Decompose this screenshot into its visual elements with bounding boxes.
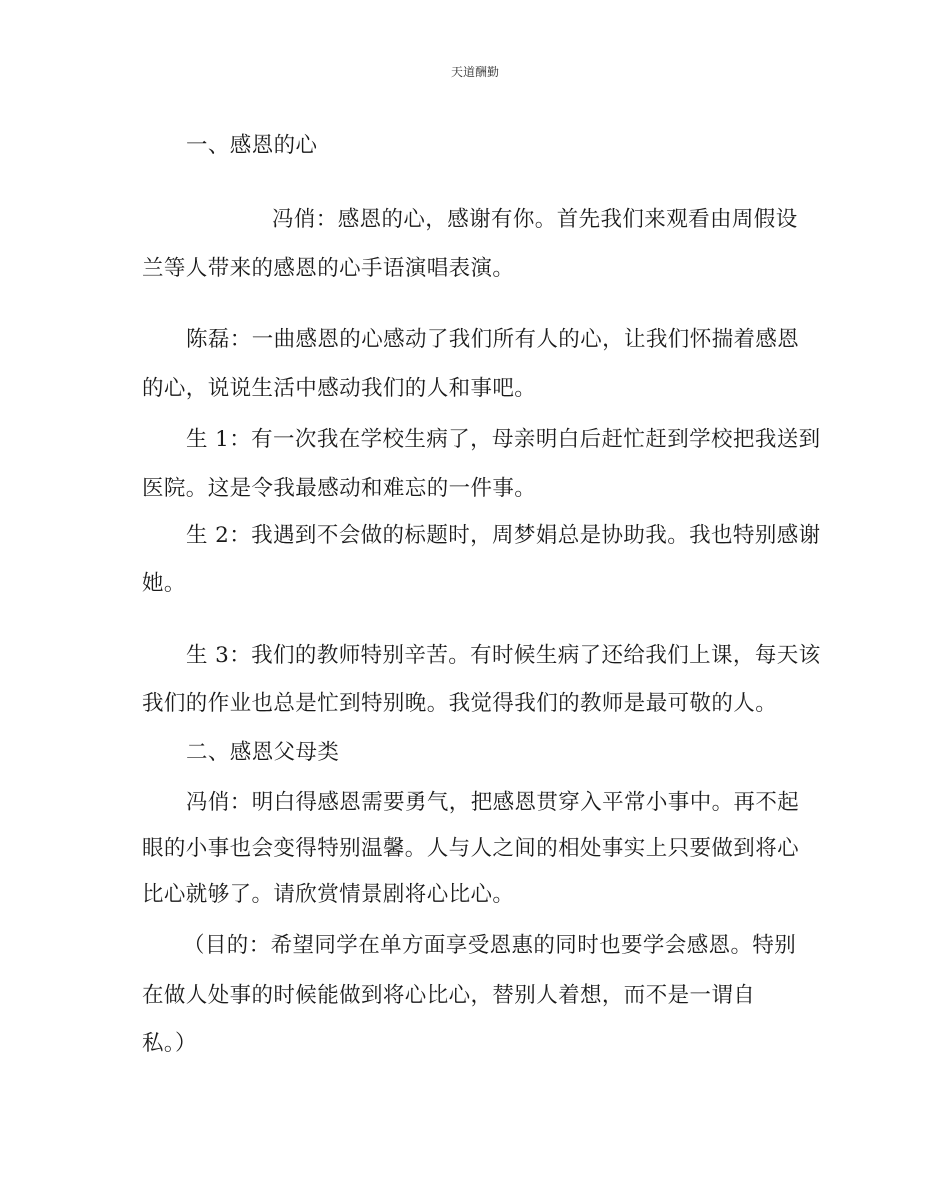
paragraph-line: 兰等人带来的感恩的心手语演唱表演。 bbox=[142, 256, 515, 281]
paragraph-line: 眼的小事也会变得特别温馨。人与人之间的相处事实上只要做到将心 bbox=[142, 836, 800, 861]
paragraph-line: 比心就够了。请欣赏情景剧将心比心。 bbox=[142, 882, 515, 907]
paragraph-line: 生 1：有一次我在学校生病了，母亲明白后赶忙赶到学校把我送到 bbox=[186, 427, 821, 452]
paragraph-line: 冯俏：感恩的心，感谢有你。首先我们来观看由周假设 bbox=[272, 207, 798, 232]
paragraph-line: 陈磊：一曲感恩的心感动了我们所有人的心，让我们怀揣着感恩 bbox=[186, 327, 800, 352]
paragraph-line: 私。） bbox=[142, 1031, 197, 1056]
paragraph-line: 生 3：我们的教师特别辛苦。有时候生病了还给我们上课，每天该 bbox=[186, 643, 821, 668]
page-header: 天道酬勤 bbox=[450, 65, 499, 79]
paragraph-line: 的心，说说生活中感动我们的人和事吧。 bbox=[142, 376, 537, 401]
paragraph-line: 冯俏：明白得感恩需要勇气，把感恩贯穿入平常小事中。再不起 bbox=[186, 790, 800, 815]
paragraph-line: 她。 bbox=[142, 571, 186, 596]
section-heading-2: 二、感恩父母类 bbox=[186, 740, 340, 765]
paragraph-line: （目的：希望同学在单方面享受恩惠的同时也要学会感恩。特别 bbox=[183, 933, 797, 958]
paragraph-line: 在做人处事的时候能做到将心比心，替别人着想，而不是一谓自 bbox=[142, 983, 756, 1008]
paragraph-line: 医院。这是令我最感动和难忘的一件事。 bbox=[142, 476, 537, 501]
section-heading-1: 一、感恩的心 bbox=[186, 133, 318, 158]
paragraph-line: 我们的作业也总是忙到特别晚。我觉得我们的教师是最可敬的人。 bbox=[142, 691, 778, 716]
paragraph-line: 生 2：我遇到不会做的标题时，周梦娟总是协助我。我也特别感谢 bbox=[186, 523, 821, 548]
